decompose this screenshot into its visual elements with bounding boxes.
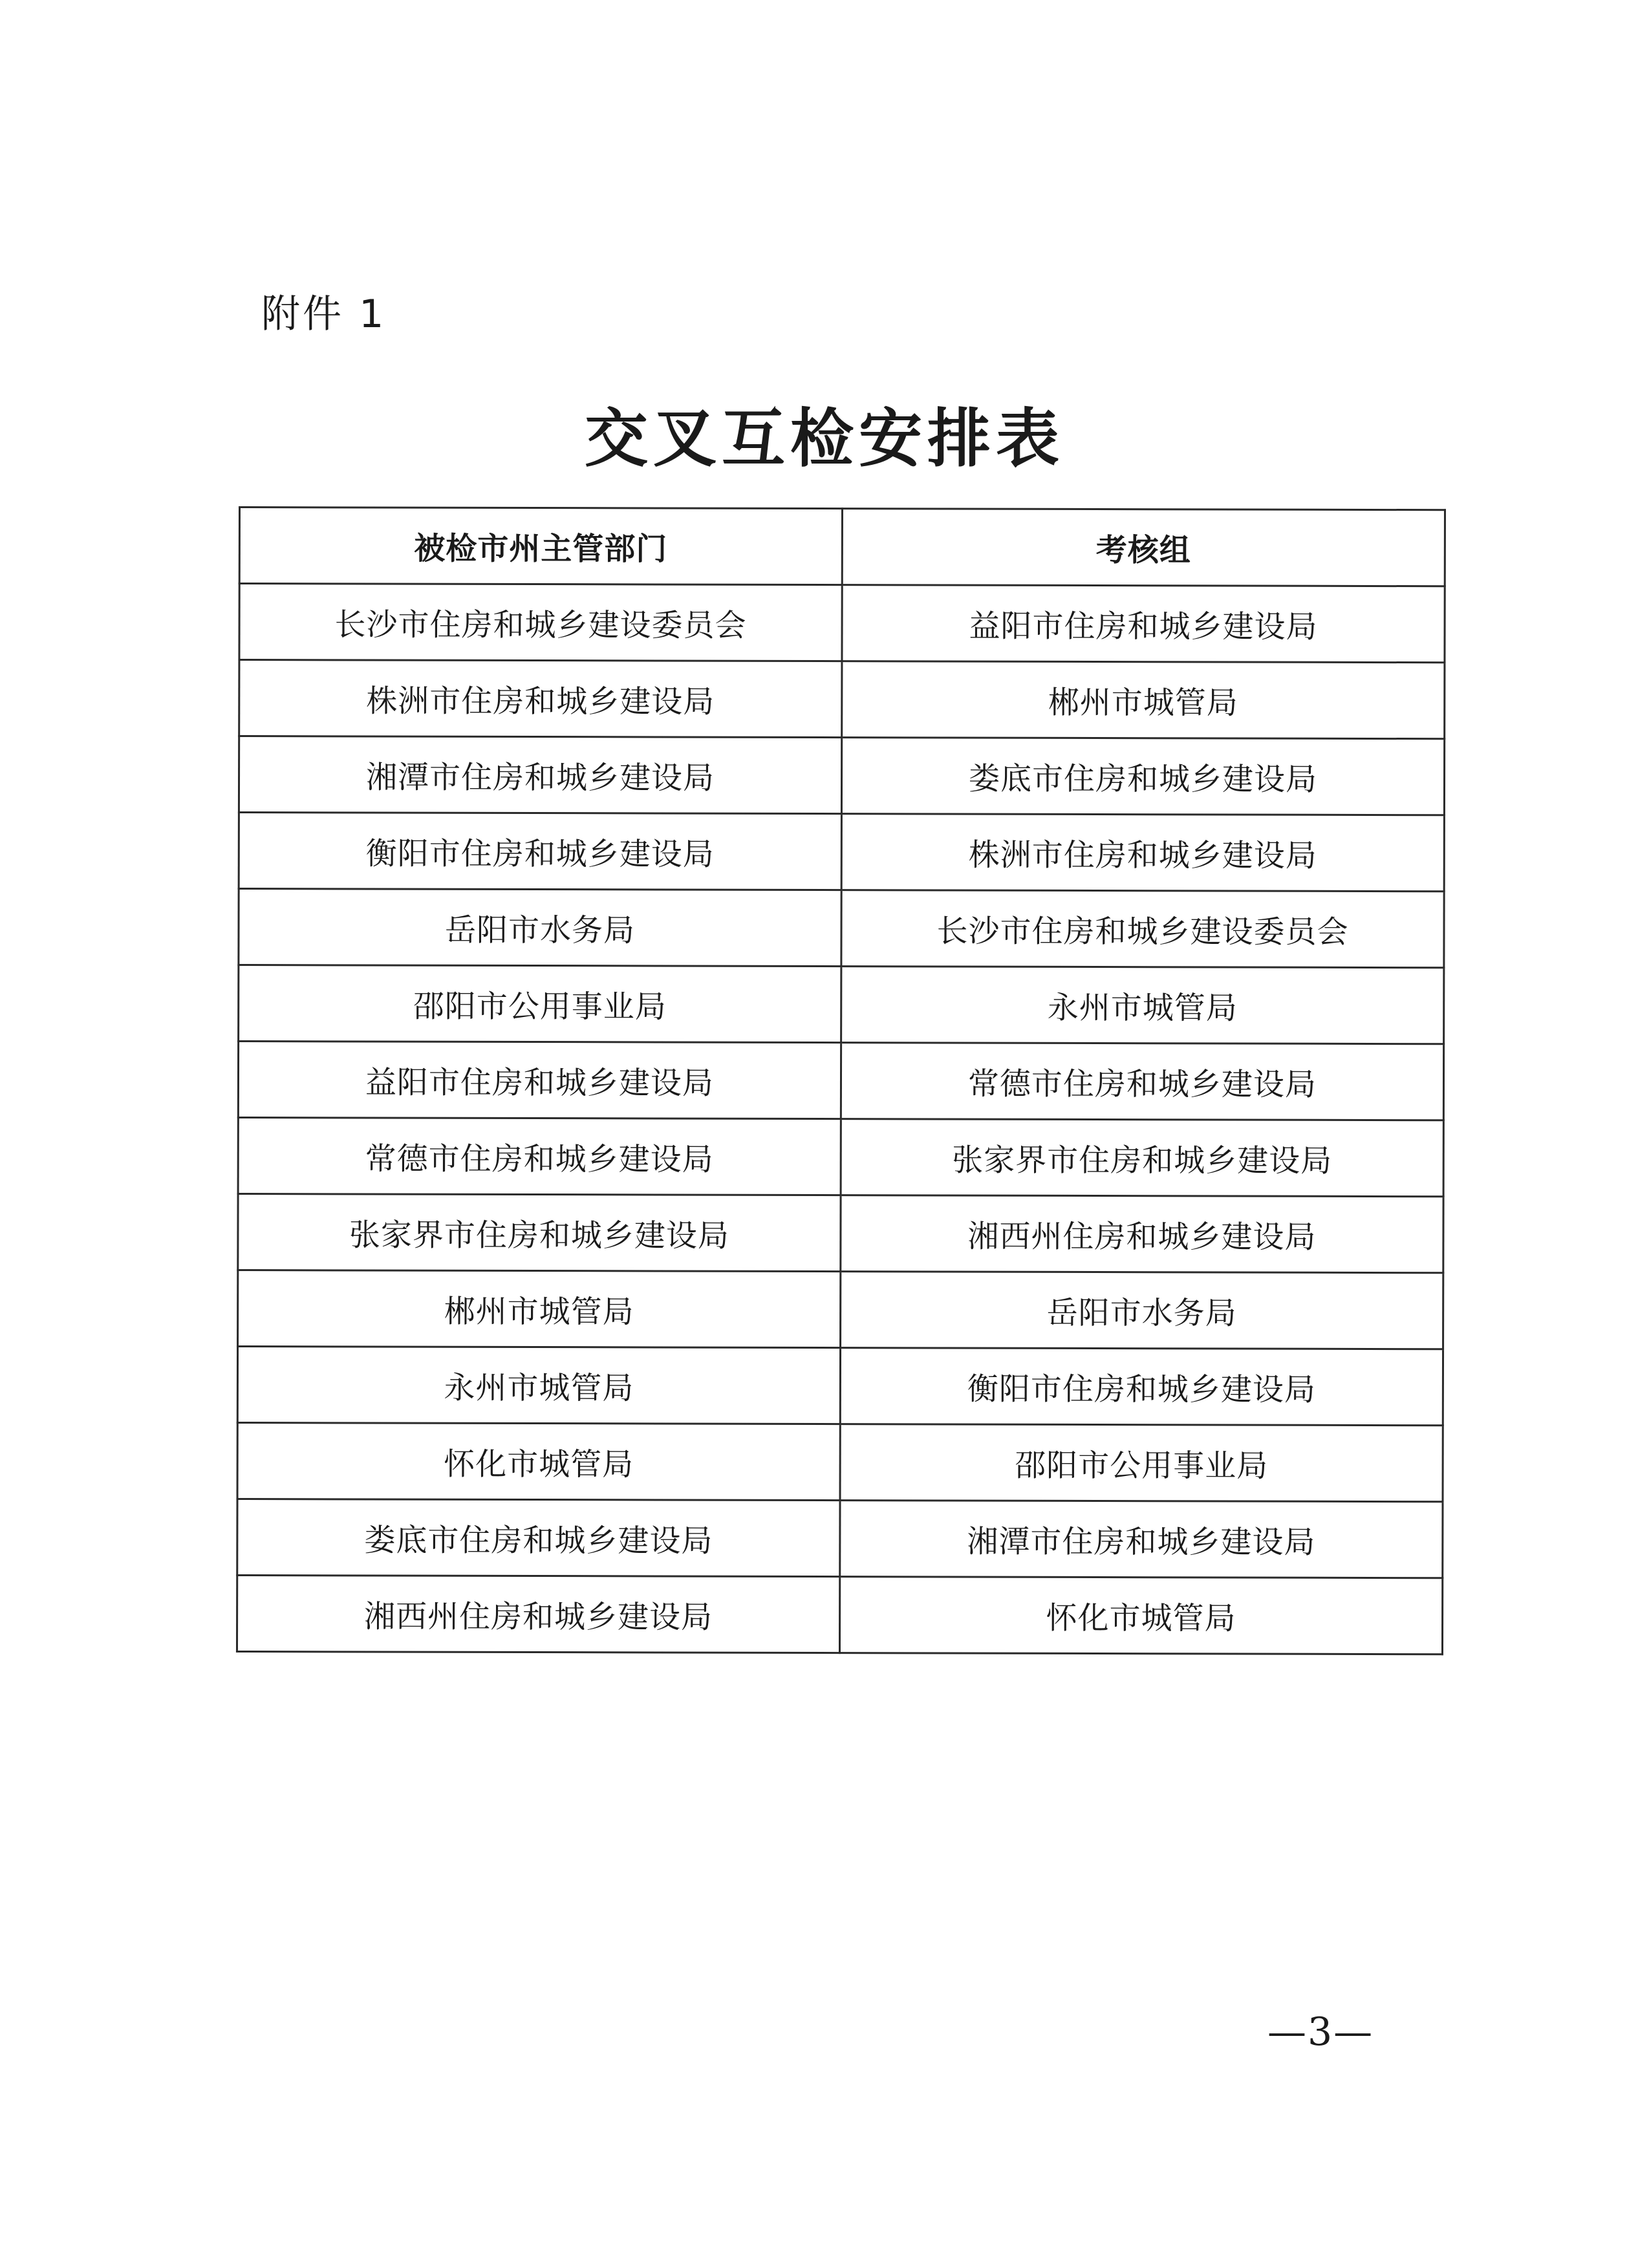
table-row [238,1194,1443,1273]
attachment-label: 附件 1 [261,292,387,337]
table-row [239,889,1444,968]
table-row [237,1422,1443,1501]
header-inspected-department: 被检市州主管部门 [239,508,842,585]
inspected-department-cell: 株洲市住房和城乡建设局 [239,660,842,738]
table-row [239,660,1445,739]
inspection-schedule-table [236,506,1446,1655]
assessment-group-cell: 邵阳市公用事业局 [840,1424,1443,1502]
assessment-group-cell: 怀化市城管局 [839,1577,1442,1654]
inspection-table-container [236,506,1446,1655]
table-row [237,1347,1443,1426]
table-row [239,965,1444,1044]
table-row [239,584,1445,663]
inspected-department-cell: 湘西州住房和城乡建设局 [237,1575,839,1653]
table-row [238,1118,1443,1197]
table-row [239,736,1444,815]
inspected-department-cell: 衡阳市住房和城乡建设局 [239,813,841,890]
assessment-group-cell: 岳阳市水务局 [841,1272,1443,1349]
table-row [237,1499,1443,1578]
inspected-department-cell: 娄底市住房和城乡建设局 [237,1499,840,1576]
inspected-department-cell: 常德市住房和城乡建设局 [238,1118,841,1195]
assessment-group-cell: 长沙市住房和城乡建设委员会 [841,890,1444,968]
assessment-group-cell: 益阳市住房和城乡建设局 [842,585,1445,663]
assessment-group-cell: 张家界市住房和城乡建设局 [841,1119,1443,1197]
assessment-group-cell: 湘西州住房和城乡建设局 [841,1195,1443,1273]
table-row [237,1575,1442,1654]
inspected-department-cell: 郴州市城管局 [238,1270,841,1348]
page-number: —3— [1267,2009,1374,2055]
assessment-group-cell: 衡阳市住房和城乡建设局 [840,1348,1443,1426]
inspected-department-cell: 长沙市住房和城乡建设委员会 [239,584,842,661]
assessment-group-cell: 郴州市城管局 [842,661,1445,739]
inspected-department-cell: 湘潭市住房和城乡建设局 [239,736,841,814]
inspected-department-cell: 益阳市住房和城乡建设局 [238,1042,841,1119]
assessment-group-cell: 娄底市住房和城乡建设局 [841,738,1444,815]
table-row [238,1042,1443,1120]
inspected-department-cell: 岳阳市水务局 [239,889,841,967]
inspected-department-cell: 邵阳市公用事业局 [239,965,841,1043]
table-row [238,1270,1443,1349]
table-row [239,813,1444,892]
header-assessment-group: 考核组 [842,509,1445,586]
document-title: 交叉互检安排表 [584,401,1064,476]
assessment-group-cell: 株洲市住房和城乡建设局 [841,814,1444,892]
assessment-group-cell: 常德市住房和城乡建设局 [841,1043,1443,1120]
assessment-group-cell: 湘潭市住房和城乡建设局 [840,1501,1443,1578]
inspected-department-cell: 永州市城管局 [237,1347,840,1424]
inspected-department-cell: 怀化市城管局 [237,1422,840,1500]
inspected-department-cell: 张家界市住房和城乡建设局 [238,1194,841,1272]
assessment-group-cell: 永州市城管局 [841,967,1444,1044]
table-header-row [239,508,1445,586]
